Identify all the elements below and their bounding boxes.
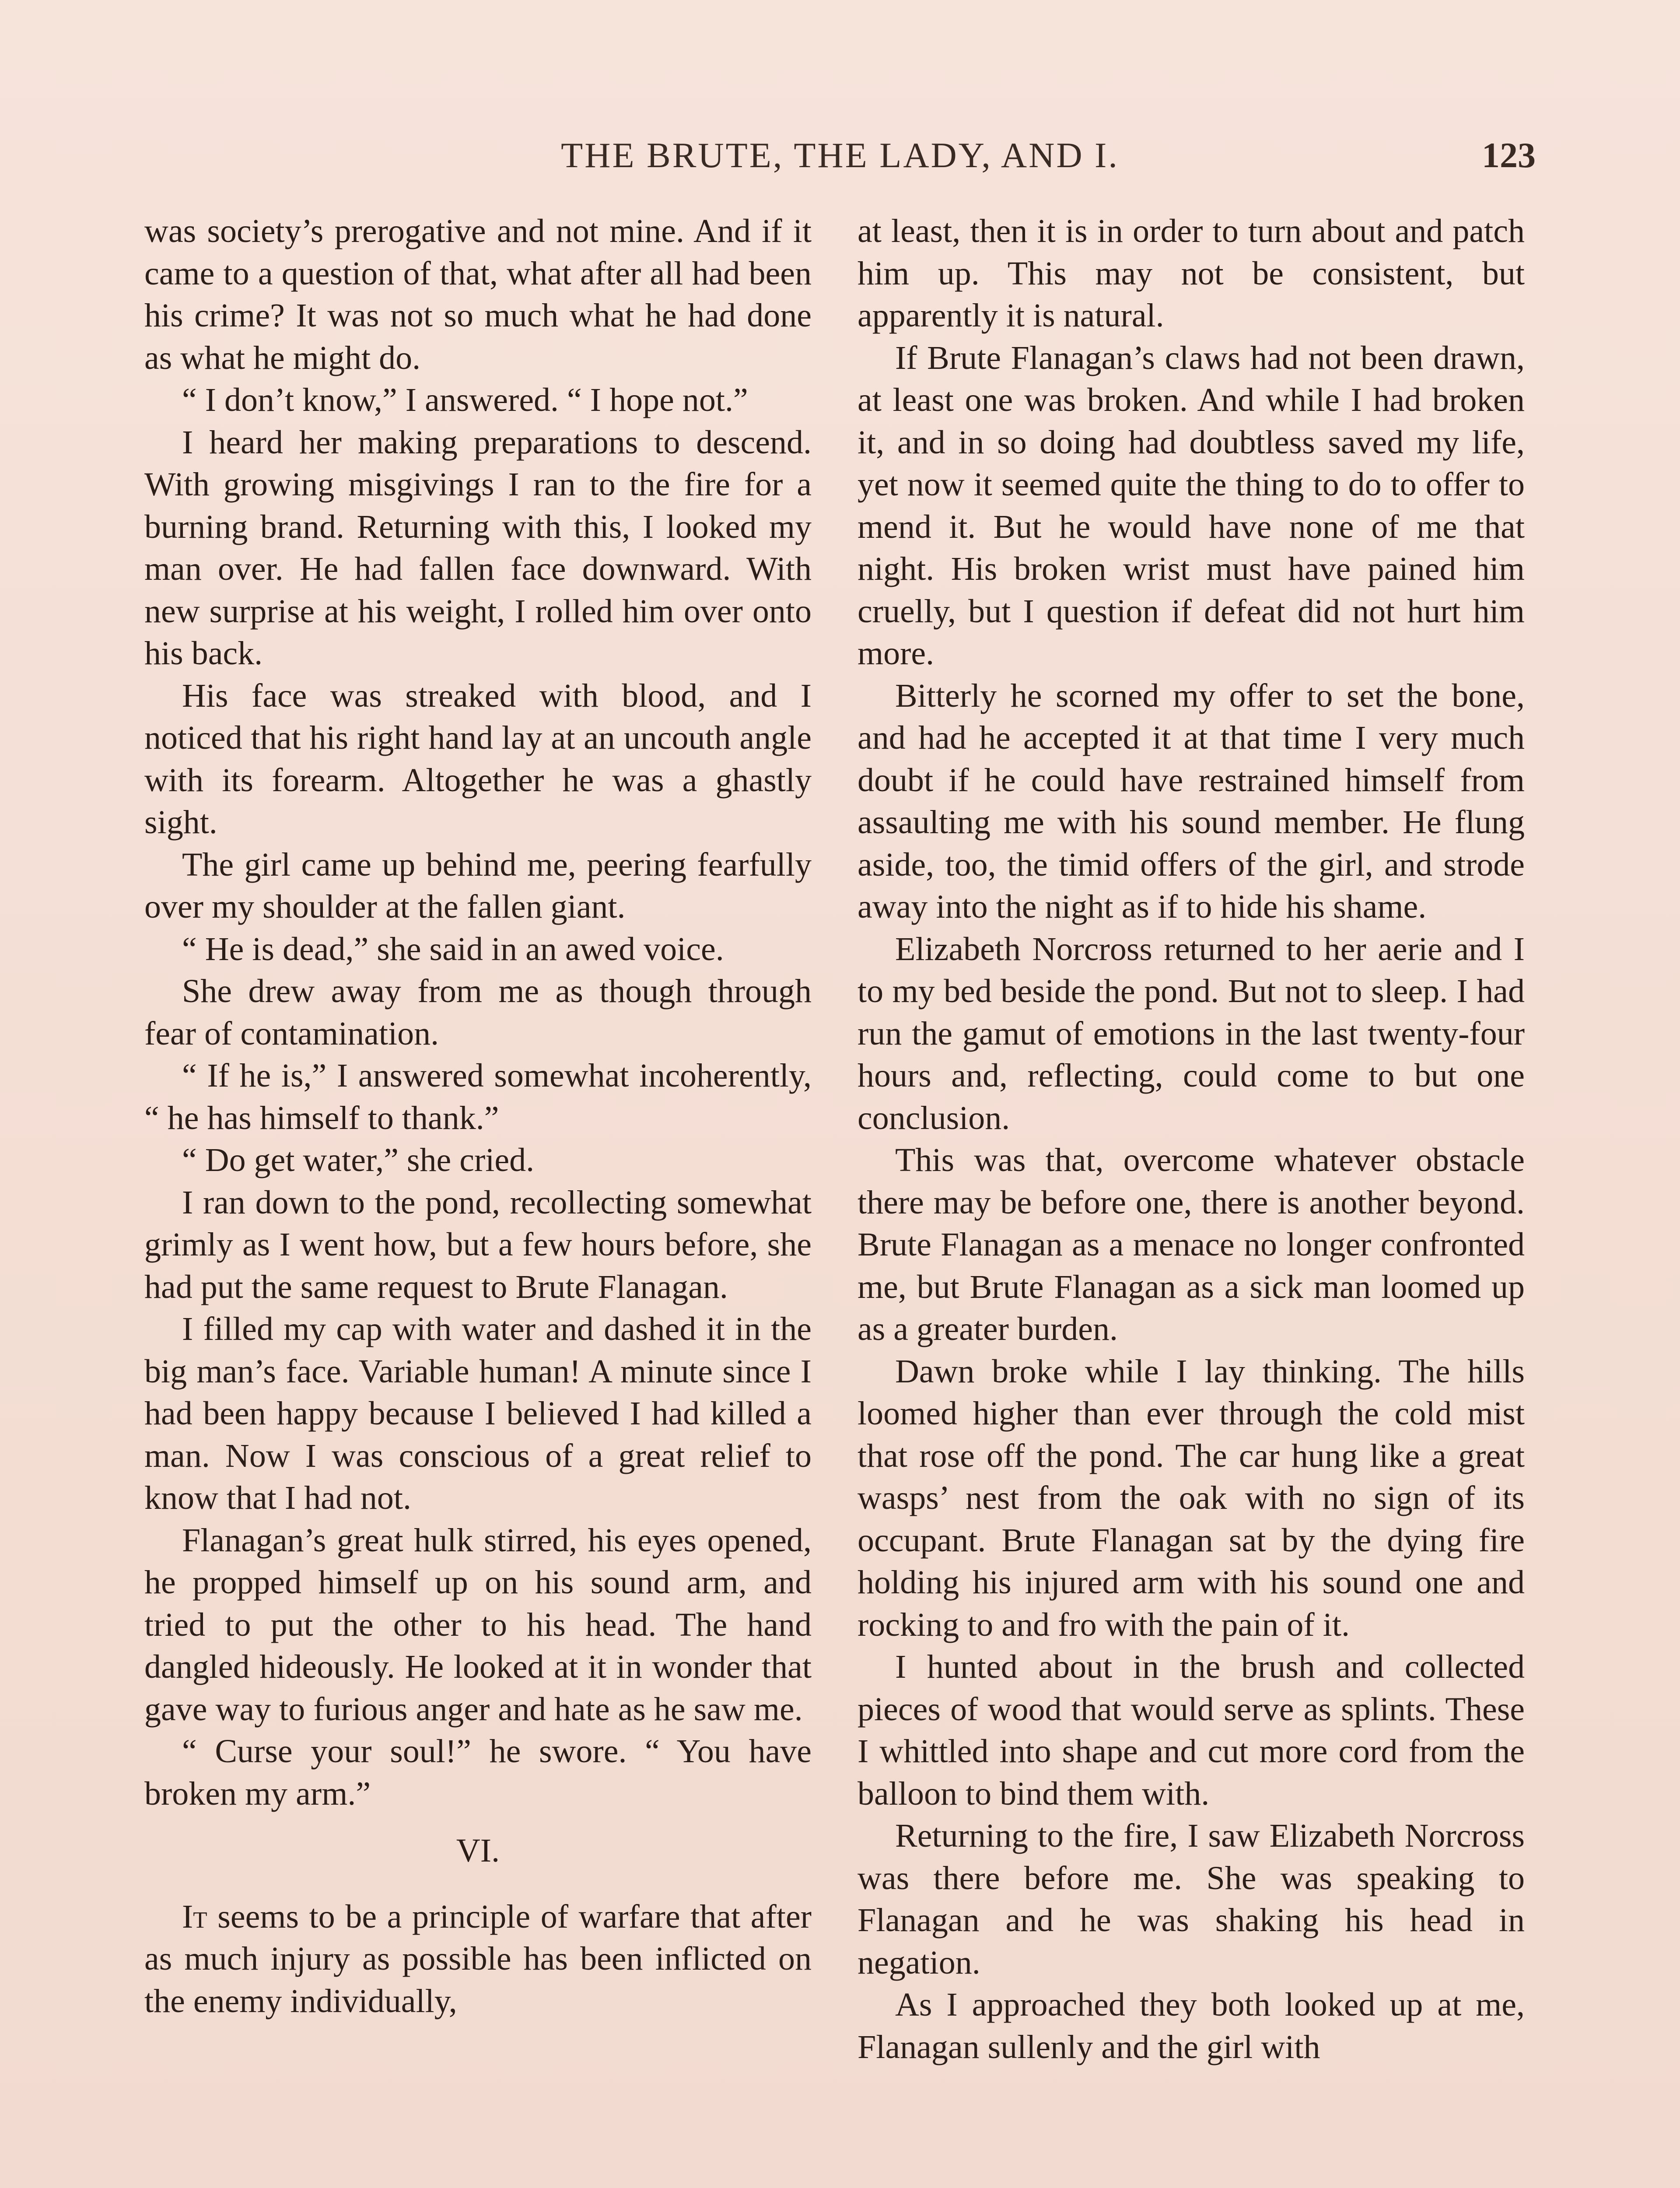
right-column	[858, 210, 1525, 2068]
running-title: THE BRUTE, THE LADY, AND I.	[561, 135, 1119, 175]
drop-word: It	[182, 1898, 207, 1935]
paragraph: “ Do get water,” she cried.	[182, 1142, 535, 1178]
paragraph: As I approached they both looked up at me, Flanagan sullenly and the girl with	[858, 1986, 1525, 2065]
paragraph: Returning to the fire, I saw Elizabeth Norcross was there before me. She was speaking to Flanagan and he was shaking his head in negation.	[858, 1817, 1525, 1981]
page-number: 123	[1482, 135, 1536, 175]
paragraph: I heard her making preparations to descend. With growing misgivings I ran to the fire for a burning brand. Returning with this, I looked my man over. He had fallen face downward. With new surprise at his weight, I rolled him over onto his back.	[144, 424, 812, 672]
paragraph: If Brute Flanagan’s claws had not been drawn, at least one was broken. And while I had broken it, and in so doing had doubtless saved my life, yet now it seemed quite the thing to do to offer to mend it. But he would have none of me that night. His broken wrist must have pained him cruelly, but I question if defeat did not hurt him more.	[858, 339, 1525, 672]
left-column	[144, 210, 812, 2022]
paragraph: The girl came up behind me, peering fearfully over my shoulder at the fallen giant.	[144, 846, 812, 925]
section-opening-paragraph	[144, 1896, 812, 2023]
paragraph: She drew away from me as though through fear of contamination.	[144, 973, 812, 1052]
paragraph: Bitterly he scorned my offer to set the bone, and had he accepted it at that time I very much doubt if he could have restrained himself from assaulting me with his sound member. He flung aside, too, the timid offers of the girl, and strode away into the night as if to hide his shame.	[858, 677, 1525, 925]
running-head	[144, 131, 1536, 184]
chapter-heading: VI.	[456, 1832, 500, 1869]
paragraph: This was that, overcome whatever obstacle there may be before one, there is another beyond. Brute Flanagan as a menace no longer confronted me, but Brute Flanagan as a sick man loomed up as a greater burden.	[858, 1142, 1525, 1347]
paragraph: “ I don’t know,” I answered. “ I hope not.”	[182, 382, 748, 418]
paragraph: “ If he is,” I answered somewhat incoherently, “ he has himself to thank.”	[144, 1057, 812, 1136]
paragraph: was society’s prerogative and not mine. And if it came to a question of that, what after all had been his crime? It was not so much what he had done as what he might do.	[144, 213, 812, 376]
paragraph: Elizabeth Norcross returned to her aerie and I to my bed beside the pond. But not to sleep. I had run the gamut of emotions in the last twenty-four hours and, reflecting, could come to but one conclusion.	[858, 930, 1525, 1136]
paragraph: I hunted about in the brush and collected pieces of wood that would serve as splints. These I whittled into shape and cut more cord from the balloon to bind them with.	[858, 1648, 1525, 1812]
section-opening-text: seems to be a principle of warfare that after as much injury as possible has been inflicted on the enemy individually,	[144, 1898, 812, 2020]
paragraph: “ Curse your soul!” he swore. “ You have broken my arm.”	[144, 1733, 812, 1812]
paragraph: I filled my cap with water and dashed it in the big man’s face. Variable human! A minute since I had been happy because I believed I had killed a man. Now I was conscious of a great relief to know that I had not.	[144, 1311, 812, 1516]
paragraph: at least, then it is in order to turn about and patch him up. This may not be consistent, but apparently it is natural.	[858, 213, 1525, 334]
paragraph: I ran down to the pond, recollecting somewhat grimly as I went how, but a few hours before, she had put the same request to Brute Flanagan.	[144, 1184, 812, 1305]
paragraph: “ He is dead,” she said in an awed voice.	[182, 930, 724, 968]
paragraph: Dawn broke while I lay thinking. The hills loomed higher than ever through the cold mist that rose off the pond. The car hung like a great wasps’ nest from the oak with no sign of its occupant. Brute Flanagan sat by the dying fire holding his injured arm with his sound one and rocking to and fro with the pain of it.	[858, 1353, 1525, 1643]
paragraph: Flanagan’s great hulk stirred, his eyes opened, he propped himself up on his sound arm, and tried to put the other to his head. The hand dangled hideously. He looked at it in wonder that gave way to furious anger and hate as he saw me.	[144, 1522, 812, 1728]
paragraph: His face was streaked with blood, and I noticed that his right hand lay at an uncouth angle with its forearm. Altogether he was a ghastly sight.	[144, 677, 812, 841]
